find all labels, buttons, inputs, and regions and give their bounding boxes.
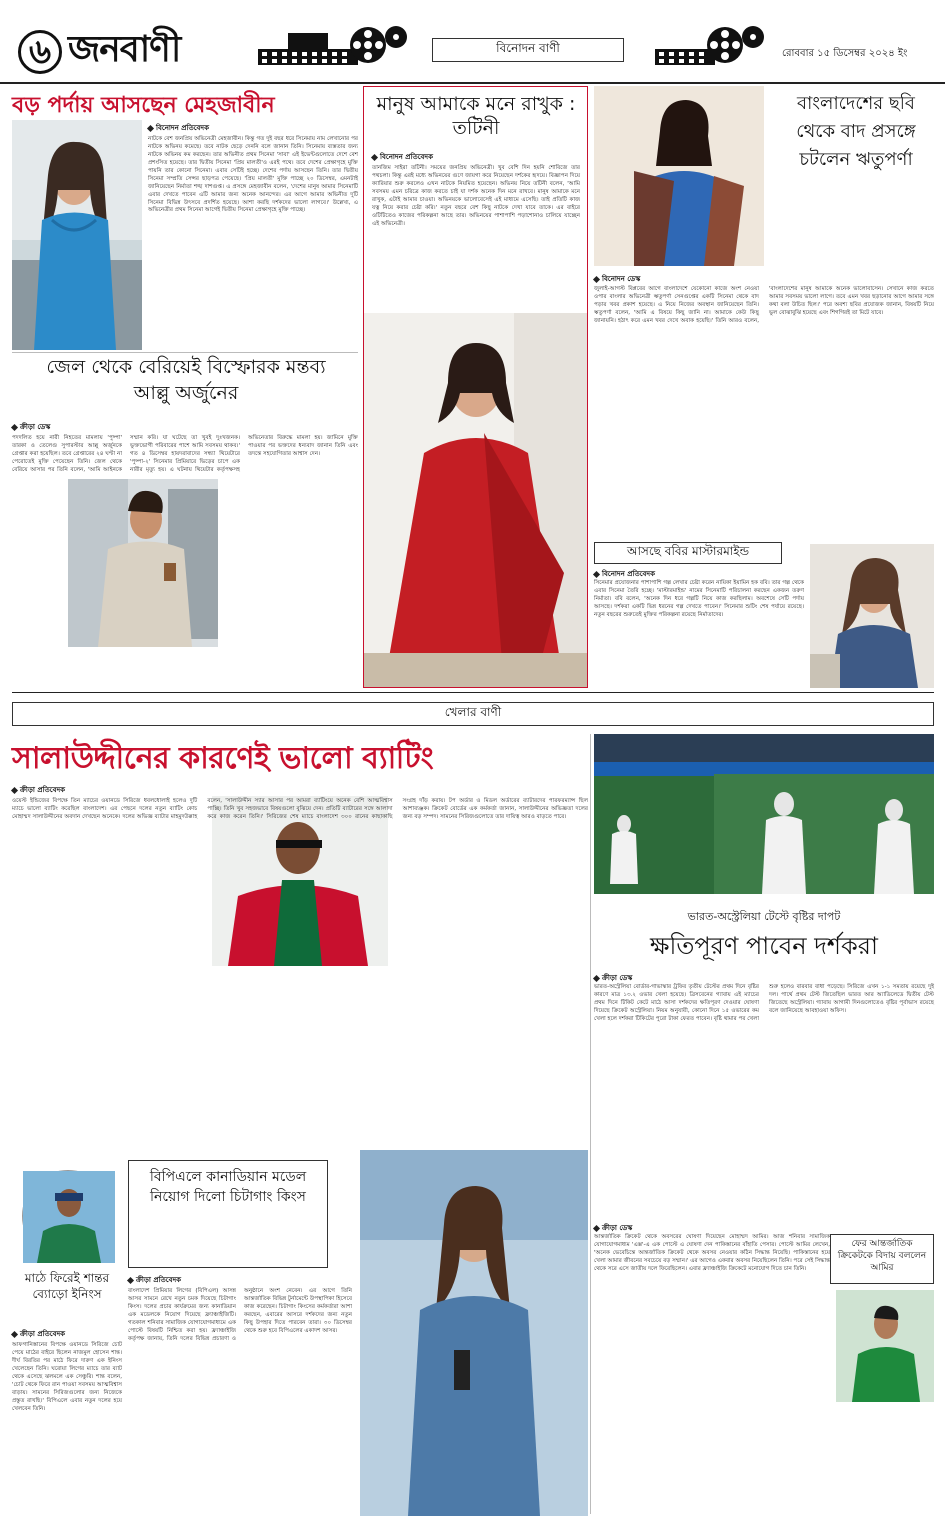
article-rain bbox=[594, 734, 934, 1214]
byline bbox=[12, 1328, 65, 1340]
article-shanto bbox=[12, 1150, 122, 1516]
byline bbox=[148, 122, 209, 134]
byline-marker-icon bbox=[127, 1276, 134, 1283]
rituparna-photo bbox=[594, 86, 764, 266]
article-bpl bbox=[128, 1150, 588, 1516]
shanto-photo bbox=[22, 1170, 114, 1262]
headline: জেল থেকে বেরিয়েই বিস্ফোরক মন্তব্য আল্লু অর্জুনের bbox=[46, 356, 326, 404]
column-rule bbox=[590, 734, 591, 1514]
headline: ক্ষতিপূরণ পাবেন দর্শকরা bbox=[650, 932, 878, 960]
article-salauddin bbox=[12, 734, 588, 1144]
byline-marker-icon bbox=[593, 974, 600, 981]
byline bbox=[12, 421, 50, 433]
article-body: সিনেমার প্রযোজনার পাশাপাশি গল্প লেখার চেষ্টা করেন নায়িকা ইয়ামিন হক ববি। তার গল্প থেকে এবার সিনেমা তৈরি হচ্ছে। 'মাস্টারমাইন্ড' নামের সিনেমাটি পরিচালনা করছেন একজন তরুণ নির্মাতা। ববি বলেন, 'অনেক দিন ধরে গল্পটি নিয়ে কাজ করছিলাম। অবশেষে সেটি পর্দায় আসছে। দর্শকরা একটি ভিন্ন ধরনের গল্প দেখতে পাবেন।' সিনেমার শুটিং শেষ পর্যায়ে রয়েছে। নতুন বছরের শুরুতেই মুক্তির পরিকল্পনা রয়েছে নির্মাতাদের। bbox=[594, 580, 806, 618]
byline-text: বিনোদন প্রতিবেদক bbox=[156, 124, 209, 132]
article-mehjabin bbox=[12, 88, 358, 350]
byline bbox=[372, 151, 433, 163]
byline bbox=[128, 1274, 181, 1286]
sports-section-title: খেলার বাণী bbox=[444, 705, 502, 719]
issue-date: রোববার ১৫ ডিসেম্বর ২০২৪ ইং bbox=[782, 48, 908, 59]
model-photo bbox=[360, 1150, 588, 1516]
byline bbox=[594, 568, 655, 580]
bobby-photo bbox=[810, 544, 934, 688]
byline bbox=[594, 972, 632, 984]
headline: মানুষ আমাকে মনে রাখুক : তটিনী bbox=[376, 93, 576, 139]
article-body: ভারত-অস্ট্রেলিয়া বোর্ডার-গাভাস্কার ট্রফির তৃতীয় টেস্টের প্রথম দিনে বৃষ্টির কারণে মাত্র ১৩.২ ওভার খেলা হয়েছে। ব্রিসবেনের গ্যাবায় এই ম্যাচের প্রথম দিনে টিকিট কেটে মাঠে আসা দর্শকদের ক্ষতিপূরণ দেওয়ার ঘোষণা দিয়েছে ক্রিকেট অস্ট্রেলিয়া। নিয়ম অনুযায়ী, কোনো দিনে ১৫ ওভারের কম খেলা হলে দর্শকরা টিকিটের পুরো টাকা ফেরত পাবেন। বৃষ্টি থামার পর খেলা শুরু হলেও বারবার বাধা পড়েছে। সিরিজে এখন ১-১ সমতায় রয়েছে দুই দল। পার্থে প্রথম টেস্ট জিতেছিল ভারত আর অ্যাডিলেডে দ্বিতীয় টেস্ট জিতেছে অস্ট্রেলিয়া। গ্যাবায় আগামী দিনগুলোতেও বৃষ্টির পূর্বাভাস রয়েছে বলে জানিয়েছে আবহাওয়া অফিস। bbox=[594, 984, 936, 1022]
byline-marker-icon bbox=[11, 786, 18, 793]
cricket-match-photo bbox=[594, 734, 934, 894]
byline bbox=[594, 1222, 632, 1234]
headline: ফের আন্তর্জাতিক ক্রিকেটকে বিদায় বললেন আমির bbox=[837, 1239, 927, 1274]
headline-box bbox=[128, 1160, 328, 1268]
film-reel-icon bbox=[258, 25, 408, 71]
section-title-box bbox=[432, 38, 624, 62]
byline-marker-icon bbox=[371, 153, 378, 160]
byline-text: বিনোদন প্রতিবেদক bbox=[380, 153, 433, 161]
article-body: আফগানিস্তানের বিপক্ষে ওয়ানডে সিরিজে চোট পেয়ে মাঠের বাইরে ছিলেন নাজমুল হোসেন শান্ত। দীর্ঘ বিরতির পর মাঠে ফিরে দারুণ এক ইনিংস খেলেছেন তিনি। ঘরোয়া লিগের ম্যাচে তার ব্যাট থেকে এসেছে ঝলমলে এক সেঞ্চুরি। শান্ত বলেন, 'চোট থেকে ফিরে রান পাওয়া সবসময় আত্মবিশ্বাস বাড়ায়। সামনের সিরিজগুলোর জন্য নিজেকে প্রস্তুত রাখছি।' বিপিএলে এবার নতুন দলের হয়ে খেলবেন তিনি। bbox=[12, 1342, 124, 1412]
article-body: তানজিম সাইরা তটিনী। সময়ের জনপ্রিয় অভিনেত্রী। খুব বেশি দিন হয়নি শোবিজে তার পথচলা। কিন্তু এরই মধ্যে অভিনয়ের গুণে জায়গা করে নিয়েছেন দর্শকের হৃদয়ে। বিজ্ঞাপন দিয়ে ক্যারিয়ার শুরু করলেও এখন নাটকে নিয়মিত হয়েছেন। অভিনয় নিয়ে তটিনী বলেন, 'আমি সবসময় এমন চরিত্রে কাজ করতে চাই যা দর্শক অনেক দিন মনে রাখবে। মানুষ আমাকে মনে রাখুক, এটাই আমার চাওয়া। অভিনয়কে ভালোবেসেই এই মাধ্যমে এসেছি। তাই প্রতিটি কাজ যত্ন নিয়ে করার চেষ্টা করি।' নতুন বছরে বেশ কিছু নাটকে দেখা যাবে তাকে। এর বাইরে ওটিটিতেও কাজের পরিকল্পনা আছে তার। অভিনয়ের পাশাপাশি পড়াশোনাও চালিয়ে যাচ্ছেন এই অভিনেত্রী। bbox=[372, 165, 582, 227]
article-allu bbox=[12, 355, 358, 687]
headline: সালাউদ্দীনের কারণেই ভালো ব্যাটিং bbox=[12, 741, 434, 776]
article-kicker: ভারত-অস্ট্রেলিয়া টেস্টে বৃষ্টির দাপট bbox=[687, 910, 841, 923]
headline: মাঠে ফিরেই শান্তর ব্যোড়ো ইনিংস bbox=[24, 1271, 110, 1302]
amir-photo bbox=[836, 1290, 934, 1402]
byline-text: বিনোদন ডেস্ক bbox=[602, 275, 641, 283]
byline-text: ক্রীড়া প্রতিবেদক bbox=[136, 1276, 182, 1284]
headline: আসছে ববির মাস্টারমাইন্ড bbox=[626, 544, 750, 558]
mehjabin-photo bbox=[12, 120, 142, 350]
byline bbox=[594, 273, 640, 285]
byline-text: ক্রীড়া প্রতিবেদক bbox=[20, 786, 66, 794]
section-divider bbox=[12, 692, 934, 693]
headline: বাংলাদেশের ছবি থেকে বাদ প্রসঙ্গে চটলেন ঋতুপর্ণা bbox=[796, 93, 916, 170]
article-body: পদদলিত হয়ে নারী নিহতের মামলায় 'পুষ্পা' তারকা ও তেলেগু সুপারস্টার আল্লু অর্জুনকে গ্রেপ্তার করা হয়েছিল। তবে গ্রেপ্তারের ২৪ ঘণ্টা না পেরোতেই মুক্তি পেয়েছেন তিনি। জেল থেকে বেরিয়ে আসার পর তিনি বলেন, 'আমি আইনকে সম্মান করি। যা ঘটেছে তা খুবই দুঃখজনক। ভুক্তভোগী পরিবারের পাশে আমি সবসময় থাকব।' গত ৪ ডিসেম্বর হায়দরাবাদের সন্ধ্যা থিয়েটারে 'পুষ্পা-২' সিনেমার প্রিমিয়ারে ভিড়ের চাপে এক নারীর মৃত্যু হয়। এ ঘটনায় থিয়েটার কর্তৃপক্ষসহ অভিনেতার বিরুদ্ধে মামলা হয়। জামিনে মুক্তি পাওয়ার পর ভক্তদের ধন্যবাদ জানান তিনি এবং তদন্তে সহযোগিতার আশ্বাস দেন। bbox=[12, 435, 360, 473]
totini-photo bbox=[364, 313, 587, 687]
article-body: ওয়েস্ট ইন্ডিজের বিপক্ষে তিন ম্যাচের ওয়ানডে সিরিজে ধবলধোলাই হলেও দুটি ম্যাচে ভালো ব্যাটিং করেছিল বাংলাদেশ। এর পেছনে দলের নতুন ব্যাটিং কোচ মোহাম্মদ সালাউদ্দীনের অবদান দেখছেন অনেকে। দলের অভিজ্ঞ ব্যাটার মাহমুদউল্লাহ বলেন, 'সালাউদ্দীন স্যার আসার পর আমরা ব্যাটিংয়ে অনেক বেশি আত্মবিশ্বাস পাচ্ছি। তিনি খুব সহজভাবে বিষয়গুলো বুঝিয়ে দেন। প্রতিটি ব্যাটারের সঙ্গে আলাদা করে কাজ করেন তিনি।' সিরিজের শেষ ম্যাচে বাংলাদেশ ৩০০ রানের কাছাকাছি সংগ্রহ দাঁড় করায়। টপ অর্ডার ও মিডল অর্ডারের ব্যাটারদের পারফরম্যান্স ছিল আশাব্যঞ্জক। ক্রিকেট বোর্ডের এক কর্মকর্তা জানান, সালাউদ্দীনের অভিজ্ঞতা দলের জন্য বড় সম্পদ। সামনের সিরিজগুলোতে তার দায়িত্ব আরও বাড়তে পারে। bbox=[12, 798, 590, 820]
column-rule bbox=[12, 352, 358, 353]
byline-marker-icon bbox=[11, 423, 18, 430]
article-bobby bbox=[594, 542, 934, 688]
article-totini bbox=[363, 86, 588, 688]
byline bbox=[12, 784, 65, 796]
headline-box bbox=[830, 1234, 934, 1284]
masthead bbox=[0, 0, 945, 90]
byline-marker-icon bbox=[593, 1224, 600, 1231]
sports-section-banner bbox=[12, 702, 934, 726]
byline-text: বিনোদন প্রতিবেদক bbox=[602, 570, 655, 578]
article-rituparna bbox=[594, 86, 934, 536]
newspaper-logo bbox=[18, 22, 180, 82]
byline-marker-icon bbox=[593, 570, 600, 577]
article-body: বাংলাদেশ প্রিমিয়ার লিগের (বিপিএল) আসন্ন আসর সামনে রেখে নতুন চমক দিয়েছে চিটাগাং কিংস। দলের প্রচার কার্যক্রমের জন্য কানাডিয়ান এক মডেলকে নিয়োগ দিয়েছে ফ্র্যাঞ্চাইজিটি। গতকাল শনিবার সামাজিক যোগাযোগমাধ্যমে এক পোস্টে বিষয়টি নিশ্চিত করা হয়। ফ্র্যাঞ্চাইজি কর্তৃপক্ষ জানায়, তিনি দলের বিভিন্ন প্রচারণা ও অনুষ্ঠানে অংশ নেবেন। এর আগে তিনি আন্তর্জাতিক বিভিন্ন টুর্নামেন্টে উপস্থাপিকা হিসেবে কাজ করেছেন। চিটাগাং কিংসের কর্মকর্তারা আশা করছেন, এবারের আসরে দর্শকদের জন্য নতুন কিছু উপহার দিতে পারবেন তারা। ৩০ ডিসেম্বর থেকে শুরু হবে বিপিএলের একাদশ আসর। bbox=[128, 1288, 354, 1342]
masthead-rule bbox=[0, 82, 945, 84]
page-number: ৬ bbox=[18, 30, 62, 74]
article-amir bbox=[594, 1218, 934, 1518]
byline-text: ক্রীড়া ডেস্ক bbox=[602, 974, 633, 982]
byline-marker-icon bbox=[147, 124, 154, 131]
headline: বিপিএলে কানাডিয়ান মডেল নিয়োগ দিলো চিটাগাং কিংস bbox=[149, 1169, 307, 1206]
byline-marker-icon bbox=[593, 275, 600, 282]
article-body: নাটকে বেশ জনপ্রিয় অভিনেত্রী মেহজাবীন। কিন্তু গত দুই বছর ধরে সিনেমায় নাম লেখানোর পর নাটকে অভিনয় কমেছে। তবে নাটক ছেড়ে দেননি বলে জানান তিনি। সিনেমায় ব্যস্ততার জন্য নাটকে অভিনয় কম করছেন। তার অভিনীত প্রথম সিনেমা 'সাবা' এই ইভেন্টগুলোতে দেশে বেশ প্রশংসিত হয়েছে। তার দ্বিতীয় সিনেমা 'প্রিয় মালতী'ও এরই পথে। তবে দেশের প্রেক্ষাগৃহে মুক্তি পায়নি তার কোনো সিনেমা। এবার সেটিই হচ্ছে। দেশের পর্দায় আসছেন তিনি। তার দ্বিতীয় সিনেমা সম্প্রতি সেন্সর ছাড়পত্র পেয়েছে। 'প্রিয় মালতী' মুক্তি পাচ্ছে ২০ ডিসেম্বর, এমনটাই জানিয়েছেন নির্মাতা শঙ্খ দাশগুপ্ত। এ প্রসঙ্গে মেহজাবীন বলেন, 'দেশের মানুষ আমার সিনেমাটি এবার দেখতে পাবেন এটি আমার জন্য অনেক আনন্দের। এর আগে আমার অভিনীত দুটি সিনেমা বিভিন্ন উৎসবে প্রদর্শিত হয়েছে। আশা করছি দর্শকদের ভালো লাগবে।' উল্লেখ্য, এ অভিনেত্রীর প্রথম সিনেমা আগেই দ্বিতীয় সিনেমা প্রেক্ষাগৃহে মুক্তি পাচ্ছে। bbox=[148, 136, 360, 214]
byline-text: ক্রীড়া ডেস্ক bbox=[602, 1224, 633, 1232]
byline-text: ক্রীড়া প্রতিবেদক bbox=[20, 1330, 66, 1338]
section-title: বিনোদন বাণী bbox=[496, 41, 560, 55]
film-reel-icon bbox=[655, 25, 765, 71]
logo-wordmark: জনবাণী bbox=[68, 29, 181, 70]
byline-text: ক্রীড়া ডেস্ক bbox=[20, 423, 51, 431]
byline-marker-icon bbox=[11, 1330, 18, 1337]
article-body: আন্তর্জাতিক ক্রিকেট থেকে অবসরের ঘোষণা দিয়েছেন মোহাম্মদ আমির। আজ শনিবার সামাজিক যোগাযোগমাধ্যম 'এক্স'-এ এক পোস্টে এ ঘোষণা দেন পাকিস্তানের বাঁহাতি পেসার। পোস্টে আমির লেখেন, 'অনেক ভেবেচিন্তে আন্তর্জাতিক ক্রিকেট থেকে অবসর নেওয়ার কঠিন সিদ্ধান্ত নিয়েছি। পাকিস্তানের হয়ে খেলা আমার জীবনের সবচেয়ে বড় সম্মান।' এর আগেও একবার অবসর নিয়েছিলেন তিনি। পরে সেই সিদ্ধান্ত থেকে সরে এসে জাতীয় দলে ফিরেছিলেন। এবার ফ্র্যাঞ্চাইজি ক্রিকেটে মনোযোগ দিতে চান তিনি। bbox=[594, 1234, 832, 1272]
article-body: জুলাই-আগস্ট বিপ্লবের আগে বাংলাদেশে যেকোনো কাজে অংশ নেওয়া ওপার বাংলার অভিনেত্রী ঋতুপর্ণা সেনগুপ্তের একটি সিনেমা থেকে বাদ পড়ার খবর প্রকাশ হয়েছে। এ নিয়ে নিজের অবস্থান জানিয়েছেন তিনি। ঋতুপর্ণা বলেন, 'আমি এ বিষয়ে কিছু জানি না। আমাকে কেউ কিছু জানায়নি। হঠাৎ করে এমন খবর দেখে অবাক হয়েছি।' তিনি আরও বলেন, 'বাংলাদেশের মানুষ আমাকে অনেক ভালোবাসেন। সেখানে কাজ করতে আমার সবসময় ভালো লাগে। তবে এমন খবর ছড়ানোর আগে আমার সঙ্গে কথা বলা উচিত ছিল।' পরে অবশ্য ছবির প্রযোজক জানান, বিষয়টি নিয়ে ভুল বোঝাবুঝি হয়েছে এবং শিগগিরই তা মিটে যাবে। bbox=[594, 286, 936, 324]
headline: বড় পর্দায় আসছেন মেহজাবীন bbox=[12, 93, 275, 118]
headline-box bbox=[594, 542, 782, 564]
